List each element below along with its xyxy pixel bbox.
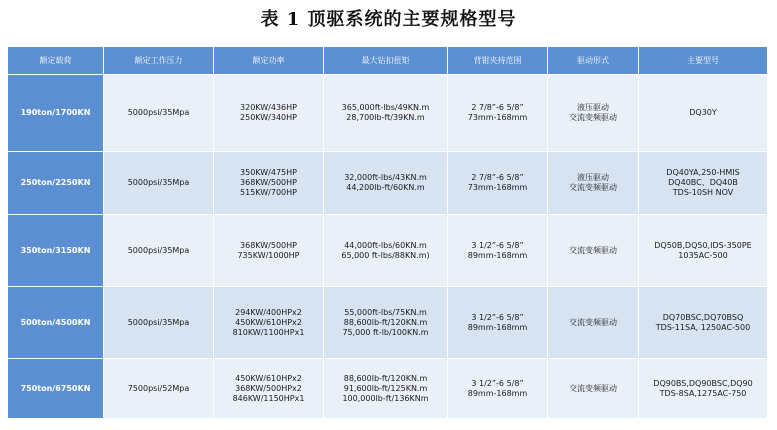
spec-table — [8, 47, 768, 419]
cell-drive: 液压驱动 交流变频驱动 — [548, 75, 639, 152]
cell-torque: 44,000ft-lbs/60KN.m 65,000 ft-lbs/88KN.m) — [324, 215, 448, 287]
header-max-torque: 最大钻扣扭矩 — [324, 47, 448, 75]
header-row — [8, 47, 768, 75]
table-row — [8, 75, 768, 152]
table-row — [8, 215, 768, 287]
header-main-models: 主要型号 — [639, 47, 768, 75]
cell-models: DQ90BS,DQ90BSC,DQ90 TDS-8SA,1275AC-750 — [639, 359, 768, 419]
cell-models: DQ70BSC,DQ70BSQ TDS-11SA, 1250AC-500 — [639, 287, 768, 359]
cell-pressure: 5000psi/35Mpa — [104, 152, 214, 215]
cell-pressure: 5000psi/35Mpa — [104, 287, 214, 359]
cell-drive: 交流变频驱动 — [548, 359, 639, 419]
cell-drive: 交流变频驱动 — [548, 287, 639, 359]
cell-range: 3 1/2”-6 5/8” 89mm-168mm — [448, 287, 548, 359]
cell-drive: 交流变频驱动 — [548, 215, 639, 287]
cell-models: DQ40YA,250-HMIS DQ40BC、DQ40B TDS-10SH NOV — [639, 152, 768, 215]
cell-torque: 88,600lb-ft/120KN.m 91,600lb-ft/125KN.m 100,000lb-ft/136KNm — [324, 359, 448, 419]
header-rated-power: 额定功率 — [214, 47, 324, 75]
cell-power: 320KW/436HP 250KW/340HP — [214, 75, 324, 152]
cell-torque: 32,000ft-lbs/43KN.m 44,200lb-ft/60KN.m — [324, 152, 448, 215]
cell-pressure: 5000psi/35Mpa — [104, 215, 214, 287]
cell-drive: 液压驱动 交流变频驱动 — [548, 152, 639, 215]
cell-power: 294KW/400HPx2 450KW/610HPx2 810KW/1100HPx1 — [214, 287, 324, 359]
cell-range: 2 7/8”-6 5/8” 73mm-168mm — [448, 75, 548, 152]
cell-power: 368KW/500HP 735KW/1000HP — [214, 215, 324, 287]
cell-range: 3 1/2”-6 5/8” 89mm-168mm — [448, 359, 548, 419]
cell-load: 250ton/2250KN — [8, 152, 104, 215]
table-row — [8, 152, 768, 215]
cell-pressure: 7500psi/52Mpa — [104, 359, 214, 419]
cell-load: 350ton/3150KN — [8, 215, 104, 287]
table-row — [8, 359, 768, 419]
cell-load: 750ton/6750KN — [8, 359, 104, 419]
header-clamp-range: 背钳夹持范围 — [448, 47, 548, 75]
header-rated-pressure: 额定工作压力 — [104, 47, 214, 75]
table-row — [8, 287, 768, 359]
cell-torque: 55,000ft-lbs/75KN.m 88,600lb-ft/120KN.m 75,000 ft-lb/100KN.m — [324, 287, 448, 359]
cell-load: 500ton/4500KN — [8, 287, 104, 359]
table-title: 表 1 顶驱系统的主要规格型号 — [260, 9, 517, 30]
cell-load: 190ton/1700KN — [8, 75, 104, 152]
cell-power: 450KW/610HPx2 368KW/500HPx2 846KW/1150HPx1 — [214, 359, 324, 419]
cell-models: DQ30Y — [639, 75, 768, 152]
cell-pressure: 5000psi/35Mpa — [104, 75, 214, 152]
header-rated-load: 额定载荷 — [8, 47, 104, 75]
header-drive-type: 驱动形式 — [548, 47, 639, 75]
cell-models: DQ50B,DQ50,IDS-350PE 1035AC-500 — [639, 215, 768, 287]
cell-range: 2 7/8”-6 5/8” 73mm-168mm — [448, 152, 548, 215]
cell-power: 350KW/475HP 368KW/500HP 515KW/700HP — [214, 152, 324, 215]
cell-torque: 365,000ft-lbs/49KN.m 28,700lb-ft/39KN.m — [324, 75, 448, 152]
cell-range: 3 1/2”-6 5/8” 89mm-168mm — [448, 215, 548, 287]
